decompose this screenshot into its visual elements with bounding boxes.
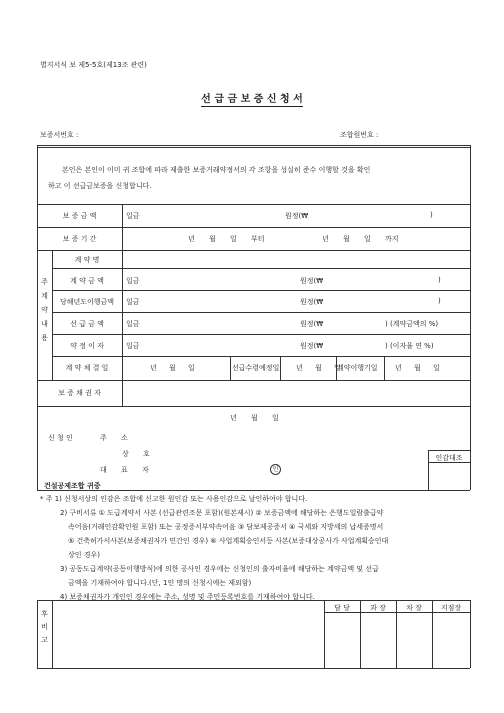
advance-pct: ) (계약금액의 %) [385,320,439,328]
contract-side-label: 주 계 약 내 용 [41,278,48,342]
recipient-line: 건설공제조합 귀중 [44,482,101,490]
member-number-label: 조합원번호 : [340,131,379,139]
representative-label: 대 표 자 [100,466,149,474]
amount-prefix: 일금 [126,212,140,220]
interest-won: 원정(₩ [300,342,324,350]
note-2a: 2) 구비서류 ① 도급계약서 사본 (선급관련조문 포함)(원본제시) ② 보증금액에 해당하는 은행도일람출급약 [60,509,384,517]
note-3a: 3) 공동도급계약(공동이행방식)에 의한 공사인 경우에는 신청인의 출자비율에 해당하는 계약금액 및 선급 [60,565,379,573]
creditor-label: 보 증 채 권 자 [58,389,101,397]
this-year-close: ) [438,297,441,305]
period-label: 보 증 기 간 [62,235,97,243]
guarantee-number-label: 보증서번호 : [40,131,79,139]
advance-prefix: 일금 [126,320,140,328]
approval-branch-manager: 지점장 [440,604,462,612]
contract-amount-won: 원정(₩ [300,277,324,285]
approval-deputy: 차 장 [406,604,422,612]
note-2d: 상인 경우) [68,551,101,559]
contract-name-label: 계 약 명 [74,256,100,264]
contract-amount-prefix: 일금 [126,277,140,285]
interest-pct: ) (이자율 연 %) [385,342,434,350]
claim-date-value: 년 월 일 [296,364,341,372]
interest-prefix: 일금 [126,342,140,350]
interest-label: 약 정 이 자 [70,342,104,350]
perform-date-value: 년 월 일 [395,364,440,372]
this-year-prefix: 일금 [126,298,140,306]
contract-amount-label: 계 약 금 액 [70,277,104,285]
contract-amount-close: ) [438,276,441,284]
contract-date-value: 년 월 일 [150,364,195,372]
advance-won: 원정(₩ [300,320,324,328]
amount-close: ) [430,211,433,219]
intro-line-2: 하고 이 선급금보증을 신청합니다. [48,182,152,190]
approval-staff: 담 당 [334,604,350,612]
seal-mark: 인 [270,464,281,475]
advance-label: 선 급 금 액 [70,320,104,328]
claim-date-label: 선급수령예정일 [232,364,280,372]
period-to: 년 월 일 까지 [322,235,399,243]
this-year-label: 당해년도이행금액 [59,298,115,306]
period-from: 년 월 일 부터 [188,235,265,243]
amount-won: 원정(₩ [285,212,309,220]
address-label: 주 소 [100,434,128,442]
note-4: 4) 보증채권자가 개인인 경우에는 주소, 성명 및 주민등록번호를 기재하여야 합니다. [60,593,315,601]
contract-date-label: 계 약 체 결 일 [65,364,109,372]
note-2b: 속어음(거래인감확인원 포함) 또는 공정증서부약속어음 ③ 담보제공증서 ④ 국세와 지방세의 납세증명서 [68,523,384,531]
amount-label: 보 증 금 액 [62,212,97,220]
intro-line-1: 본인은 본인이 이미 귀 조합에 따라 제출한 보증거래약정서의 각 조항을 성실히 준수 이행할 것을 확인 [62,166,371,174]
applicant-label: 신 청 인 [48,434,73,442]
note-3b: 금액을 기재하여야 합니다.(단, 1인 명의 신청시에는 제외함) [68,579,252,587]
application-date: 년 월 일 [230,414,279,422]
remarks-label: 후 비 고 [41,610,48,644]
this-year-won: 원정(₩ [300,298,324,306]
form-number: 별지서식 보 제5-5호(제13조 관련) [40,61,147,69]
approval-section-chief: 과 장 [370,604,386,612]
perform-date-label: 계약이행기일 [337,364,378,372]
stamp-check-label: 인감대조 [435,454,463,462]
note-1: * 주 1) 신청서상의 인감은 조합에 신고한 원인감 또는 사용인감으로 날인하여야 합니다. [40,495,308,503]
page-title: 선 급 금 보 증 신 청 서 [201,94,303,105]
note-2c: ⑤ 건축허가서사본(보증채권자가 민간인 경우) ⑥ 사업계획승인서등 사본(보증대상공사가 사업계획승인대 [68,537,389,545]
trade-name-label: 상 호 [122,450,150,458]
